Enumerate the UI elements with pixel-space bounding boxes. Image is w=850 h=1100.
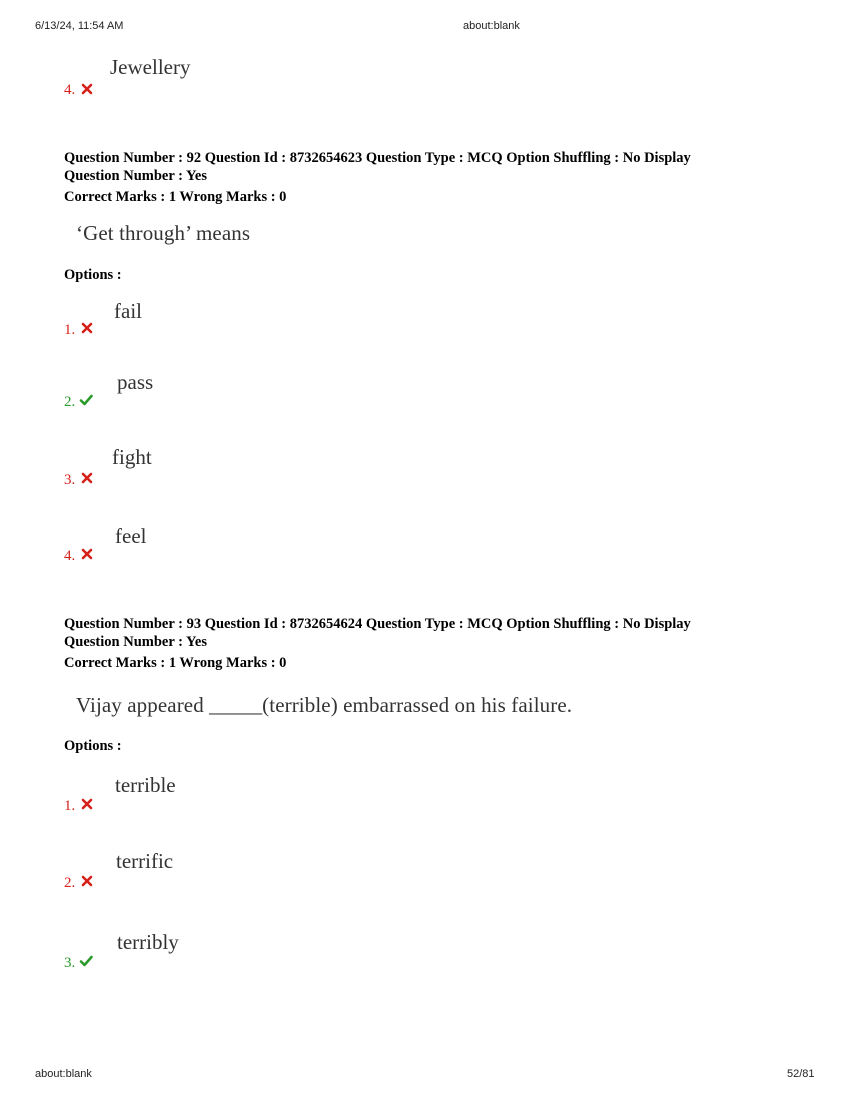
print-page-number: 52/81 <box>787 1068 815 1080</box>
check-icon <box>79 954 93 968</box>
q93-option-1-text: terrible <box>115 773 176 797</box>
q93-meta-line1: Question Number : 93 Question Id : 8732654624 Question Type : MCQ Option Shuffling : No Display <box>64 616 691 632</box>
q92-options-label: Options : <box>64 267 122 283</box>
q92-meta-line2: Question Number : Yes <box>64 168 207 184</box>
cross-icon <box>80 874 94 888</box>
q92-marks: Correct Marks : 1 Wrong Marks : 0 <box>64 189 287 205</box>
print-datetime: 6/13/24, 11:54 AM <box>35 20 124 32</box>
prev-option-text: Jewellery <box>110 55 191 79</box>
print-footer-url: about:blank <box>35 1068 92 1080</box>
q93-option-1-number: 1. <box>64 798 76 814</box>
cross-icon <box>80 82 94 96</box>
q93-question-text: Vijay appeared _____(terrible) embarrassed on his failure. <box>76 693 573 717</box>
q93-option-3-text: terribly <box>117 930 179 954</box>
q92-option-2-text: pass <box>117 370 154 394</box>
q92-meta-line1: Question Number : 92 Question Id : 8732654623 Question Type : MCQ Option Shuffling : No Display <box>64 150 691 166</box>
q92-option-3-text: fight <box>112 445 152 469</box>
q93-option-3-number: 3. <box>64 955 76 971</box>
print-title: about:blank <box>463 20 520 32</box>
cross-icon <box>80 547 94 561</box>
q92-option-4-number: 4. <box>64 548 76 564</box>
q93-option-2-number: 2. <box>64 875 76 891</box>
q93-marks: Correct Marks : 1 Wrong Marks : 0 <box>64 655 287 671</box>
q93-option-2-text: terrific <box>116 849 174 873</box>
q92-question-text: ‘Get through’ means <box>76 221 251 245</box>
q92-option-1-text: fail <box>114 299 142 323</box>
prev-option-number: 4. <box>64 82 76 98</box>
q93-meta-line2: Question Number : Yes <box>64 634 207 650</box>
q92-option-1-number: 1. <box>64 322 76 338</box>
check-icon <box>79 393 93 407</box>
q92-option-3-number: 3. <box>64 472 76 488</box>
cross-icon <box>80 321 94 335</box>
q93-options-label: Options : <box>64 738 122 754</box>
cross-icon <box>80 471 94 485</box>
cross-icon <box>80 797 94 811</box>
q92-option-4-text: feel <box>115 524 147 548</box>
q92-option-2-number: 2. <box>64 394 76 410</box>
